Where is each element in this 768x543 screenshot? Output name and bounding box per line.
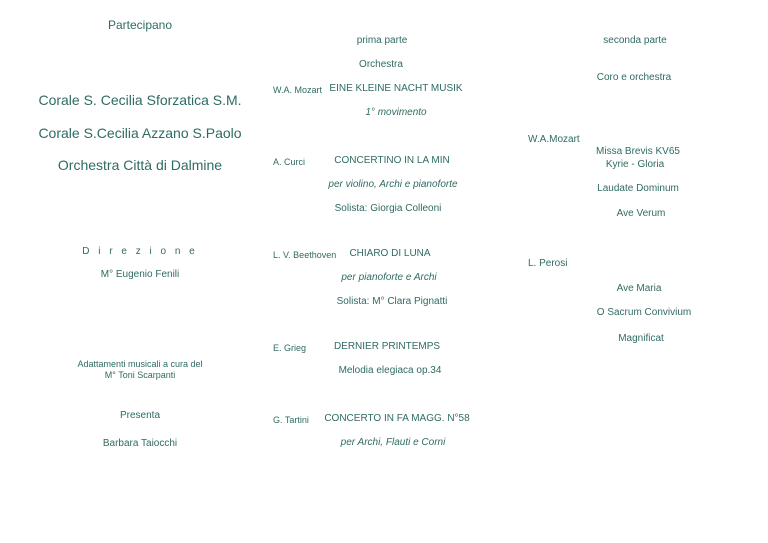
piece-detail: per pianoforte e Archi — [341, 272, 437, 283]
piece-detail: per violino, Archi e pianoforte — [328, 179, 458, 190]
piece-title: CONCERTINO IN LA MIN — [334, 155, 450, 166]
piece-magnificat: Magnificat — [618, 333, 664, 344]
piece-detail: 1° movimento — [365, 107, 427, 118]
first-part-subtitle: Orchestra — [359, 59, 403, 70]
piece-soloist: Solista: Giorgia Colleoni — [334, 203, 442, 214]
choir-sforzatica: Corale S. Cecilia Sforzatica S.M. — [38, 92, 242, 108]
piece-ave-maria: Ave Maria — [616, 283, 662, 294]
choir-azzano: Corale S.Cecilia Azzano S.Paolo — [38, 125, 242, 141]
piece-title: CHIARO DI LUNA — [349, 248, 431, 259]
piece-title: CONCERTO IN FA MAGG. N°58 — [324, 413, 470, 424]
presents-title: Presenta — [119, 410, 161, 421]
piece-laudate-dominum: Laudate Dominum — [597, 183, 679, 194]
composer-perosi: L. Perosi — [528, 258, 568, 269]
direction-title: D i r e z i o n e — [82, 246, 198, 257]
piece-title: EINE KLEINE NACHT MUSIK — [329, 83, 463, 94]
director-name: M° Eugenio Fenili — [100, 269, 180, 280]
composer-grieg: E. Grieg — [273, 343, 307, 353]
piece-kyrie-gloria: Kyrie - Gloria — [605, 159, 665, 170]
participants-title: Partecipano — [107, 18, 173, 32]
first-part-title: prima parte — [356, 35, 408, 46]
arrangements-line2: M° Toni Scarpanti — [104, 370, 176, 380]
piece-soloist: Solista: M° Clara Pignatti — [336, 296, 448, 307]
composer-beethoven: L. V. Beethoven — [273, 250, 337, 260]
second-part-subtitle: Coro e orchestra — [596, 72, 672, 83]
orchestra-dalmine: Orchestra Città di Dalmine — [57, 157, 223, 173]
composer-curci: A. Curci — [273, 157, 306, 167]
piece-o-sacrum-convivium: O Sacrum Convivium — [596, 307, 692, 318]
composer-tartini: G. Tartini — [273, 415, 309, 425]
piece-detail: Melodia elegiaca op.34 — [338, 365, 442, 376]
presenter-name: Barbara Taiocchi — [102, 438, 178, 449]
composer-mozart: W.A. Mozart — [273, 85, 323, 95]
composer-mozart-2: W.A.Mozart — [528, 134, 580, 145]
piece-ave-verum: Ave Verum — [616, 208, 666, 219]
arrangements-line1: Adattamenti musicali a cura del — [77, 359, 203, 369]
piece-detail: per Archi, Flauti e Corni — [340, 437, 446, 448]
second-part-title: seconda parte — [603, 35, 667, 46]
piece-missa-brevis: Missa Brevis KV65 — [596, 146, 680, 157]
piece-title: DERNIER PRINTEMPS — [333, 341, 441, 352]
